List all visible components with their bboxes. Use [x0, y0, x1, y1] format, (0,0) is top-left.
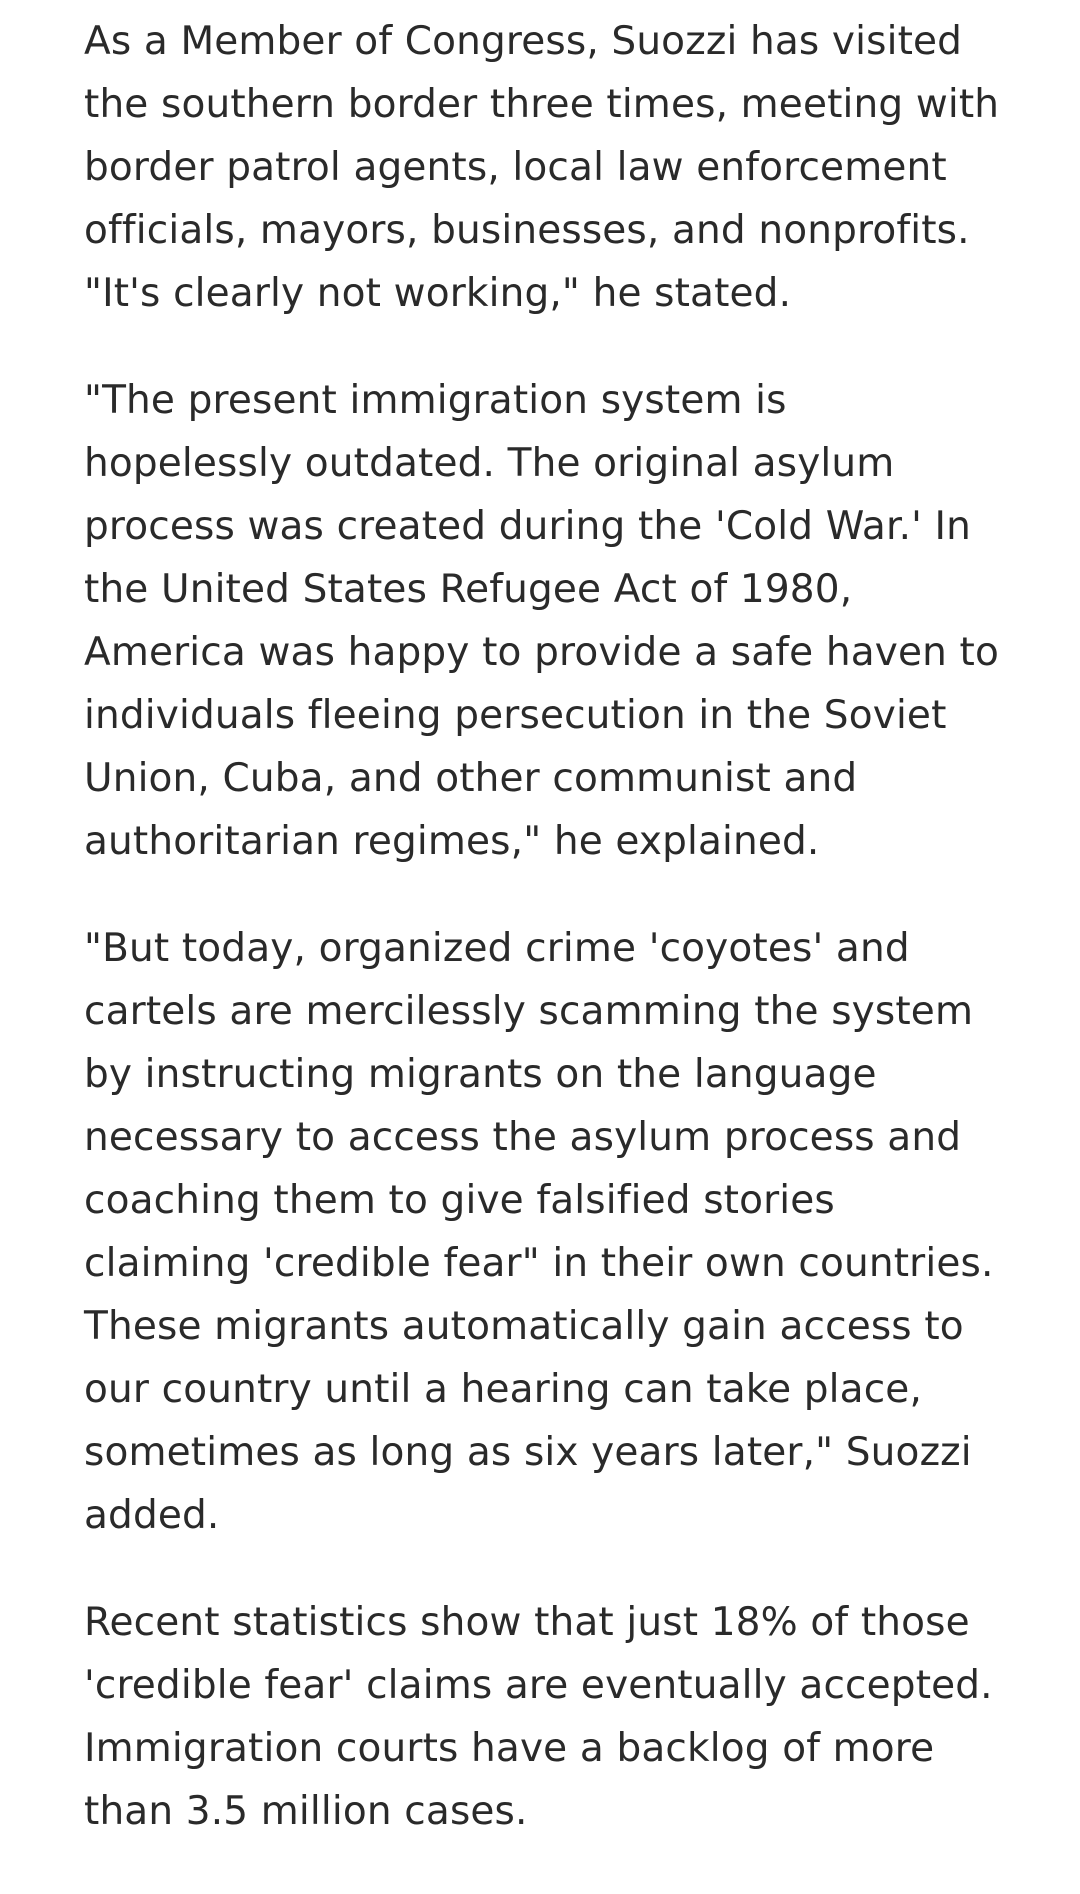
paragraph-border-visits: As a Member of Congress, Suozzi has visited the southern border three times, meeting with border patrol agents, local law enforcement officials, mayors, businesses, and nonprofits. "It's clearly not working," he stated. — [84, 19, 1000, 316]
article-body — [84, 10, 1004, 1887]
paragraph-coyotes-cartels: "But today, organized crime 'coyotes' and cartels are mercilessly scamming the system by instructing migrants on the language necessary to access the asylum process and coaching them to give falsified stories claiming 'credible fear" in their own countries. These migrants automatically gain access to our country until a hearing can take place, sometimes as long as six years later," Suozzi added. — [84, 926, 994, 1538]
paragraph-statistics: Recent statistics show that just 18% of those 'credible fear' claims are eventually accepted. Immigration courts have a backlog of more than 3.5 million cases. — [84, 1600, 993, 1834]
paragraph-outdated-system: "The present immigration system is hopelessly outdated. The original asylum process was created during the 'Cold War.' In the United States Refugee Act of 1980, America was happy to provide a safe haven to individuals fleeing persecution in the Soviet Union, Cuba, and other communist and authoritarian regimes," he explained. — [84, 378, 999, 864]
